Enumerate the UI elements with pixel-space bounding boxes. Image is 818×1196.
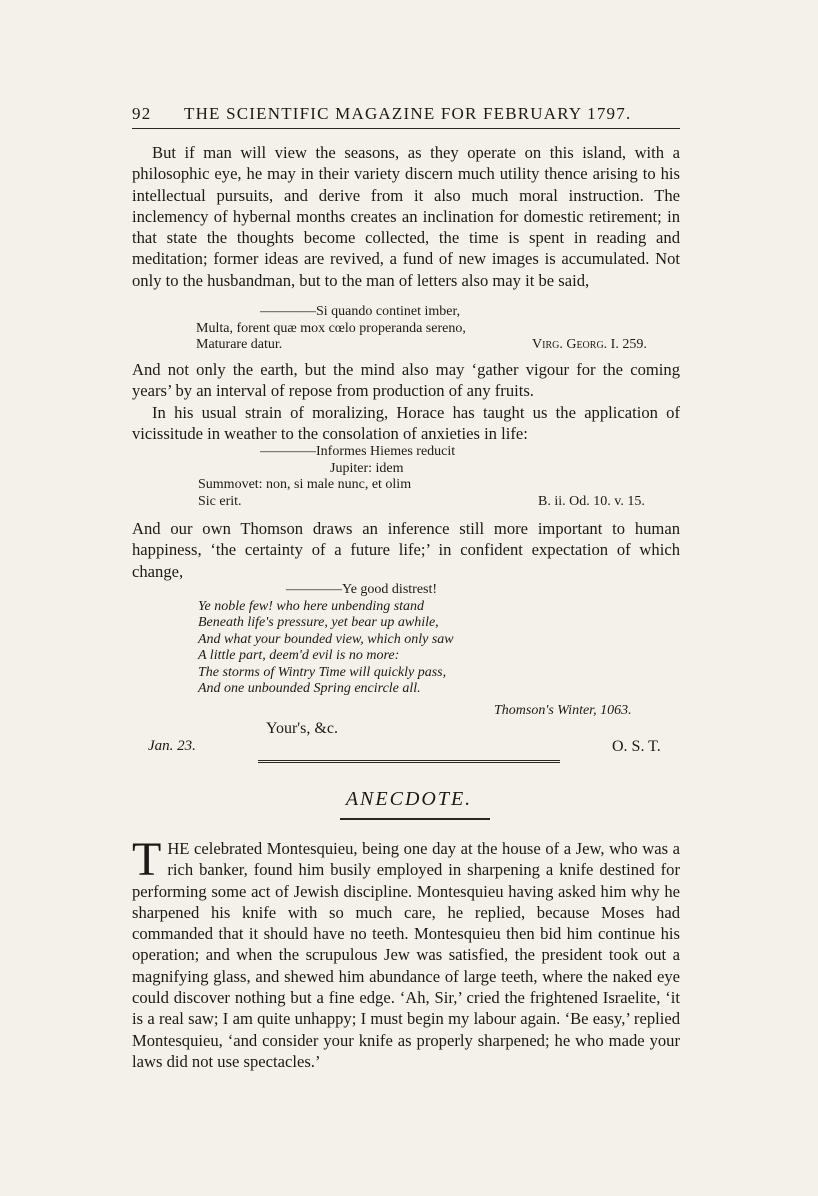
header-rule xyxy=(132,128,680,129)
paragraph-mind: And not only the earth, but the mind also may ‘gather vigour for the coming years’ by an interval of repose from production of any fruits. In his usual strain of moralizing, Horace has taught us the application of vicissitude in weather to the consolation of anxieties in life: xyxy=(132,360,680,443)
quote-horace xyxy=(198,444,455,510)
anecdote-text xyxy=(132,833,680,1072)
signoff-yours: Your's, &c. xyxy=(266,720,338,737)
verse-line: And one unbounded Spring encircle all. xyxy=(198,681,421,696)
verse-line: Ye noble few! who here unbending stand xyxy=(198,598,425,614)
quote-thomson xyxy=(198,582,454,698)
citation-thomson: Thomson's Winter, 1063. xyxy=(494,703,632,718)
verse-line: ————Si quando continet imber, xyxy=(260,304,461,319)
verse-line: Jupiter: idem xyxy=(330,460,404,476)
verse-line: And what your bounded view, which only saw xyxy=(198,631,454,647)
verse-line: ————Ye good distrest! xyxy=(286,582,438,597)
verse-line: Multa, forent quæ mox cœlo properanda sereno, xyxy=(196,320,466,336)
verse-line: ————Informes Hiemes reducit xyxy=(260,444,456,459)
quote-virgil xyxy=(196,304,466,354)
running-header xyxy=(132,104,680,124)
citation-virgil: Virg. Georg. I. 259. xyxy=(532,337,647,352)
verse-line: A little part, deem'd evil is no more: xyxy=(198,648,400,663)
page-number: 92 xyxy=(132,104,152,123)
citation-horace: B. ii. Od. 10. v. 15. xyxy=(538,494,645,509)
verse-line: Maturare datur. xyxy=(196,337,283,352)
drop-cap: T xyxy=(132,833,162,886)
verse-line: Sic erit. xyxy=(198,493,242,509)
title-rule xyxy=(340,818,490,820)
verse-line: Beneath life's pressure, yet bear up awhile, xyxy=(198,615,439,630)
signoff-initials: O. S. T. xyxy=(612,738,661,755)
section-divider xyxy=(258,760,560,765)
anecdote-body: HE celebrated Montesquieu, being one day at the house of a Jew, who was a rich banker, found him busily employed in sharpening a knife destined for performing some act of Jewish discipline. Montesquieu having asked him why he sharpened his knife with so much care, he replied, because Moses had commanded that it should have no teeth. Montesquieu then bid him continue his operation; and when the scrupulous Jew was satisfied, the president took out a magnifying glass, and shewed him abundance of large teeth, where the naked eye could discover nothing but a fine edge. ‘Ah, Sir,’ cried the frightened Israelite, ‘it is a real saw; I am quite unhappy; I must begin my labour again. ‘Be easy,’ replied Montesquieu, ‘and consider your knife as properly sharpened; he who made your laws did not use spectacles.’ xyxy=(132,839,680,1071)
paragraph-seasons: But if man will view the seasons, as they operate on this island, with a philosophic eye, he may in their variety discern much utility thence arising to his intellectual pursuits, and derive from it also much moral instruction. The inclemency of hybernal months creates an inclination for domestic retirement; in that state the thoughts become collected, the time is spent in reading and meditation; former ideas are revived, a fund of new images is accumulated. Not only to the husbandman, but to the man of letters also may it be said, xyxy=(132,143,680,290)
signoff-date: Jan. 23. xyxy=(148,738,196,754)
anecdote-title: ANECDOTE. xyxy=(345,788,473,810)
verse-line: Summovet: non, si male nunc, et olim xyxy=(198,477,412,492)
verse-line: The storms of Wintry Time will quickly pass, xyxy=(198,664,447,680)
paragraph-thomson: And our own Thomson draws an inference still more important to human happiness, ‘the certainty of a future life;’ in confident expectation of which change, xyxy=(132,519,680,581)
running-title: THE SCIENTIFIC MAGAZINE FOR FEBRUARY 1797. xyxy=(184,104,632,123)
